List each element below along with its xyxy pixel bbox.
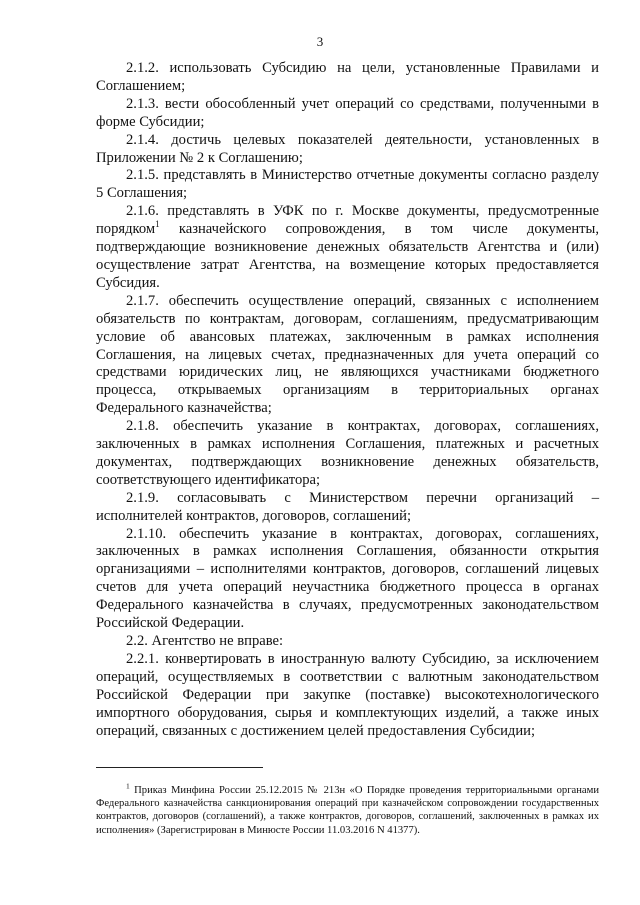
clause-2-2-1: 2.2.1. конвертировать в иностранную валюту Субсидию, за исключением операций, осуществляемых в соответствии с валютным законодательством Российской Федерации при закупке (поставке) высокотехнологического импортного оборудования, сырья и комплектующих изделий, а также иных операций, связанных с достижением целей предоставления Субсидии;	[96, 650, 599, 739]
clause-2-1-2: 2.1.2. использовать Субсидию на цели, установленные Правилами и Соглашением;	[96, 60, 599, 94]
footnote-separator	[96, 767, 263, 768]
footnote-reference: 1	[155, 219, 160, 230]
document-body	[96, 60, 599, 740]
clause-2-1-7: 2.1.7. обеспечить осуществление операций, связанных с исполнением обязательств по контрактам, договорам, соглашениям, предусматривающим условие об авансовых платежах, заключенным в рамках исполнения Соглашения, на лицевых счетах, предназначенных для учета операций со средствами юридических лиц, не являющихся участниками бюджетного процесса, открываемых организациям в территориальных органах Федерального казначейства;	[96, 292, 599, 417]
clause-2-1-6-text-end: казначейского сопровождения, в том числе документы, подтверждающие возникновение денежных обязательств Агентства и (или) осуществление затрат Агентства, на возмещение которых предоставляется Субсидия.	[96, 221, 599, 291]
footnote-text: Приказ Минфина России 25.12.2015 № 213н «О Порядке проведения территориальными органами Федерального казначейства санкционирования операций при казначейском сопровождении государственных контрактов, договоров (соглашений), а также контрактов, договоров, соглашений, заключенных в рамках их исполнения» (Зарегистрирован в Минюсте России 11.03.2016 N 41377).	[96, 784, 599, 836]
footnote	[96, 781, 599, 838]
footnote-mark: 1	[126, 781, 130, 791]
clause-2-1-9: 2.1.9. согласовывать с Министерством перечни организаций – исполнителей контрактов, договоров, соглашений;	[96, 489, 599, 524]
clause-2-1-10: 2.1.10. обеспечить указание в контрактах, договорах, соглашениях, заключенных в рамках исполнения Соглашения, обязанности открытия организациями – исполнителями контрактов, договоров, соглашений лицевых счетов для учета операций неучастника бюджетного процесса в органах Федерального казначейства в случаях, предусмотренных законодательством Российской Федерации.	[96, 525, 599, 632]
clause-2-1-3: 2.1.3. вести обособленный учет операций со средствами, полученными в форме Субсидии;	[96, 95, 599, 130]
page-number: 3	[316, 34, 324, 49]
clause-2-1-6-text-start: 2.1.6. представлять в УФК по г. Москве документы, предусмотренные порядком	[96, 203, 599, 238]
clause-2-2-heading: 2.2. Агентство не вправе:	[126, 633, 284, 649]
clause-2-1-5: 2.1.5. представлять в Министерство отчетные документы согласно разделу 5 Соглашения;	[96, 167, 599, 202]
clause-2-1-6	[96, 203, 599, 293]
clause-2-1-8: 2.1.8. обеспечить указание в контрактах, договорах, соглашениях, заключенных в рамках исполнения Соглашения, платежных и расчетных документах, подтверждающих возникновение денежных обязательств, соответствующего идентификатора;	[96, 418, 599, 488]
clause-2-1-4: 2.1.4. достичь целевых показателей деятельности, установленных в Приложении № 2 к Соглашению;	[96, 131, 599, 166]
